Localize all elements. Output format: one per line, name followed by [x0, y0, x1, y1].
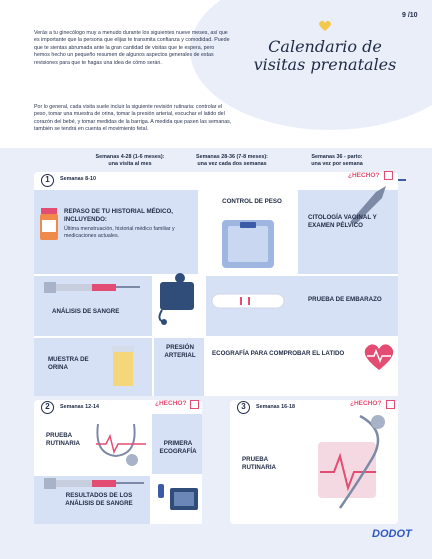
scale-icon — [220, 218, 276, 270]
urine-cup-icon — [110, 344, 136, 388]
pregnancy-test-label: PRUEBA DE EMBARAZO — [308, 296, 382, 303]
intro-paragraph-1: Verás a tu ginecólogo muy a menudo durante los siguientes nueve meses, así que es importante que la persona que elijas te transmita confianza y comodidad. Puede que te sientas abrumada ante la gran cantidad de visitas que te espera, pero hemos hecho un pequeño resumen de algunos aspectos generales de estas revisiones para que te hagas una idea de cómo serán. — [34, 30, 230, 66]
blood-pressure-monitor-icon — [150, 270, 206, 326]
section-3-weeks: Semanas 16-18 — [256, 404, 295, 410]
page-number: 9 /10 — [402, 12, 418, 19]
cytology-label: CITOLOGÍA VAGINAL Y EXAMEN PÉLVICO — [308, 214, 377, 229]
echo-heartbeat-label: ECOGRAFÍA PARA COMPROBAR EL LATIDO — [212, 350, 345, 357]
section-1-number: 1 — [41, 174, 54, 187]
dodot-logo: DODOT — [372, 528, 412, 540]
pill-bottle-icon — [38, 206, 60, 242]
history-detail: Última menstruación, historial médico familiar y medicaciones actuales. — [64, 226, 175, 239]
schedule-col-2: Semanas 28-36 (7-8 meses): una vez cada dos semanas — [196, 154, 268, 167]
section-3-number: 3 — [237, 401, 250, 414]
blood-label: ANÁLISIS DE SANGRE — [52, 308, 120, 315]
stethoscope-icon — [300, 412, 396, 516]
section-1-done-label: ¿HECHO? — [348, 172, 380, 179]
page-title — [250, 38, 400, 74]
stethoscope-icon — [92, 414, 150, 472]
title-line-1: Calendario de — [268, 37, 382, 56]
heartbeat-icon — [362, 342, 396, 372]
history-title: REPASO DE TU HISTORIAL MÉDICO, INCLUYENDO: — [64, 208, 173, 223]
routine-3-label: PRUEBA RUTINARIA — [242, 456, 277, 471]
section-1-weeks: Semanas 8-10 — [60, 176, 96, 182]
section-3-done-label: ¿HECHO? — [350, 400, 382, 407]
intro-paragraph-2: Por lo general, cada visita suele incluir la siguiente revisión rutinaria: controlar el peso, tomar una muestra de orina, tomar la presión arterial, escuchar el latido del corazón del bebé, y tomar medidas de la barriga. A medida que pasen las semanas, también se tendrá en cuenta el movimiento fetal. — [34, 104, 232, 133]
pregnancy-test-icon — [210, 292, 286, 310]
section-3-done-checkbox[interactable] — [386, 400, 395, 409]
section-2-number: 2 — [41, 401, 54, 414]
syringe-icon — [42, 476, 148, 490]
urine-label: MUESTRA DE ORINA — [48, 356, 89, 371]
section-2-done-checkbox[interactable] — [190, 400, 199, 409]
pressure-label: PRESIÓN ARTERIAL — [164, 344, 196, 359]
schedule-col-3: Semanas 36 - parto: una vez por semana — [311, 154, 363, 167]
section-2-done-label: ¿HECHO? — [155, 400, 187, 407]
routine-2-label: PRUEBA RUTINARIA — [46, 432, 81, 447]
blood-results-label: RESULTADOS DE LOS ANÁLISIS DE SANGRE — [65, 492, 133, 507]
first-echo-label: PRIMERA ECOGRAFÍA — [159, 440, 197, 455]
section-2-weeks: Semanas 12-14 — [60, 404, 99, 410]
weight-label: CONTROL DE PESO — [222, 198, 282, 205]
heart-icon — [318, 20, 332, 32]
syringe-icon — [42, 280, 142, 294]
section-1-done-checkbox[interactable] — [384, 171, 393, 180]
ultrasound-machine-icon — [154, 482, 200, 518]
schedule-col-1: Semanas 4-28 (1-6 meses): una visita al mes — [95, 154, 165, 167]
title-line-2: visitas prenatales — [253, 55, 397, 74]
